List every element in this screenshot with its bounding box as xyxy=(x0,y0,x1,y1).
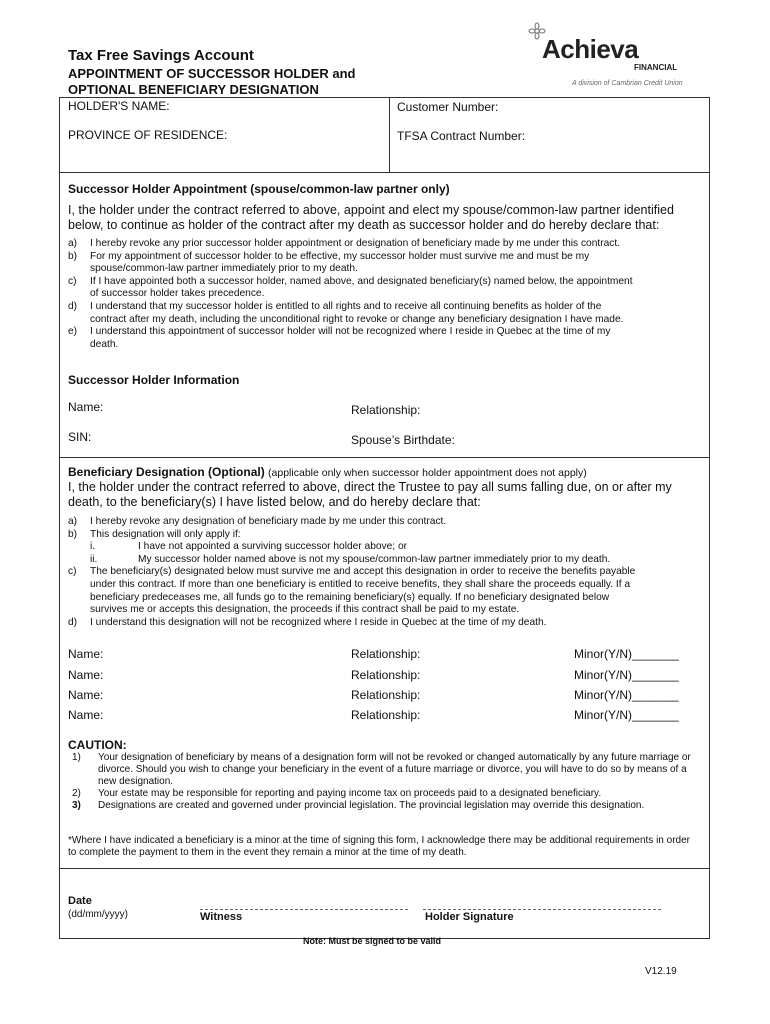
list-item: a) I hereby revoke any designation of beneficiary made by me under this contract. xyxy=(68,516,447,527)
date-label: Date xyxy=(68,895,92,907)
minor-note-line2: to complete the payment to them in the event they remain a minor at the time of my death. xyxy=(68,847,467,858)
successor-declarations xyxy=(68,238,700,351)
holder-divider xyxy=(389,97,390,172)
list-item: c) The beneficiary(s) designated below must survive me and accept this designation in order to receive the benefits payable under this contract. If more than one beneficiary is entitled to receive benefits, they shall share the proceeds equally. If a beneficiary predeceases me, all funds go to the remaining beneficiary(s) equally. If no beneficiary designated below survives me or accepts this designation, the proceeds if this contract shall be paid to my estate. xyxy=(68,566,636,616)
logo-division: A division of Cambrian Credit Union xyxy=(572,80,683,87)
successor-intro-line1: I, the holder under the contract referred to above, appoint and elect my spouse/common-law partner identified xyxy=(68,203,674,217)
witness-label: Witness xyxy=(200,911,243,923)
spouse-birthdate-field[interactable]: Spouse’s Birthdate: xyxy=(351,433,455,447)
beneficiary-declarations xyxy=(68,516,702,629)
holder-signature-label: Holder Signature xyxy=(425,911,514,923)
version-number: V12.19 xyxy=(645,966,677,977)
witness-signature-line[interactable] xyxy=(200,909,408,910)
beneficiary-intro-line1: I, the holder under the contract referred to above, direct the Trustee to pay all sums falling due, on or after my xyxy=(68,480,672,494)
achieva-logo xyxy=(528,22,718,92)
beneficiary-1-minor-field[interactable]: Minor(Y/N)_______ xyxy=(574,647,679,661)
beneficiary-3-relationship-field[interactable]: Relationship: xyxy=(351,688,421,702)
caution-section-border xyxy=(59,868,710,869)
tfsa-contract-number-field[interactable]: TFSA Contract Number: xyxy=(397,129,526,143)
beneficiary-section-heading xyxy=(68,465,587,479)
beneficiary-4-relationship-field[interactable]: Relationship: xyxy=(351,708,421,722)
form-subtitle-line2: OPTIONAL BENEFICIARY DESIGNATION xyxy=(68,82,319,97)
beneficiary-2-relationship-field[interactable]: Relationship: xyxy=(351,668,421,682)
customer-number-field[interactable]: Customer Number: xyxy=(397,100,499,114)
successor-section-title: Successor Holder Appointment (spouse/common-law partner only) xyxy=(68,182,450,196)
beneficiary-section-note: (applicable only when successor holder appointment does not apply) xyxy=(268,467,587,479)
beneficiary-4-name-field[interactable]: Name: xyxy=(68,708,104,722)
list-item: ii. My successor holder named above is not my spouse/common-law partner immediately prior to my death. xyxy=(90,553,611,565)
province-of-residence-field[interactable]: PROVINCE OF RESIDENCE: xyxy=(68,128,228,142)
logo-name: Achieva xyxy=(542,34,639,64)
successor-section-border xyxy=(59,457,710,458)
list-item: 3) Designations are created and governed under provincial legislation. The provincial legislation may override this designation. xyxy=(72,800,645,811)
caution-title: CAUTION: xyxy=(68,738,127,752)
signature-note: Note: Must be signed to be valid xyxy=(303,936,442,946)
list-item: c) If I have appointed both a successor holder, named above, and designated beneficiary(s) named below, the appointment of successor holder takes precedence. xyxy=(68,275,633,300)
successor-intro-line2: below, to continue as holder of the contract after my death as successor holder and do hereby declare that: xyxy=(68,218,660,232)
list-item: i. I have not appointed a surviving successor holder above; or xyxy=(90,541,407,553)
list-item: d) I understand that my successor holder is entitled to all rights and to receive all continuing benefits as holder of the contract after my death, including the unconditional right to revoke or change any beneficiary designation I have made. xyxy=(68,300,624,325)
successor-sin-field[interactable]: SIN: xyxy=(68,430,92,444)
successor-relationship-field[interactable]: Relationship: xyxy=(351,403,421,417)
minor-note-line1: *Where I have indicated a beneficiary is a minor at the time of signing this form, I acknowledge there may be additional requirements in order xyxy=(68,835,690,846)
holder-name-field[interactable]: HOLDER'S NAME: xyxy=(68,99,170,113)
list-item: d) I understand this designation will not be recognized where I reside in Quebec at the time of my death. xyxy=(68,616,547,628)
beneficiary-section-title: Beneficiary Designation (Optional) xyxy=(68,465,265,479)
beneficiary-2-minor-field[interactable]: Minor(Y/N)_______ xyxy=(574,668,679,682)
list-item: b) For my appointment of successor holder to be effective, my successor holder must survive me and must be my spouse/common-law partner immediately prior to my death. xyxy=(68,250,590,275)
holder-section-border xyxy=(59,172,710,173)
list-item: 2) Your estate may be responsible for reporting and paying income tax on proceeds paid to a designated beneficiary. xyxy=(72,788,602,799)
logo-subtitle: FINANCIAL xyxy=(634,63,678,72)
list-item: a) I hereby revoke any prior successor holder appointment or designation of beneficiary made by me under this contract. xyxy=(68,238,621,249)
list-item: e) I understand this appointment of successor holder will not be recognized where I reside in Quebec at the time of my death. xyxy=(68,326,611,350)
frame-top-border xyxy=(59,97,710,98)
beneficiary-1-name-field[interactable]: Name: xyxy=(68,647,104,661)
beneficiary-2-name-field[interactable]: Name: xyxy=(68,668,104,682)
beneficiary-1-relationship-field[interactable]: Relationship: xyxy=(351,647,421,661)
caution-list xyxy=(72,752,702,812)
list-item: b) This designation will only apply if: xyxy=(68,528,241,540)
beneficiary-4-minor-field[interactable]: Minor(Y/N)_______ xyxy=(574,708,679,722)
beneficiary-3-name-field[interactable]: Name: xyxy=(68,688,104,702)
holder-signature-line[interactable] xyxy=(423,909,661,910)
beneficiary-intro-line2: death, to the beneficiary(s) I have listed below, and do hereby declare that: xyxy=(68,495,481,509)
beneficiary-3-minor-field[interactable]: Minor(Y/N)_______ xyxy=(574,688,679,702)
form-subtitle-line1: APPOINTMENT OF SUCCESSOR HOLDER and xyxy=(68,66,356,81)
list-item: 1) Your designation of beneficiary by means of a designation form will not be revoked or changed automatically by any future marriage or divorce. Should you wish to change your beneficiary in the event of a future marriage or divorce, you will have to do so by means of a new designation. xyxy=(72,752,691,787)
successor-info-title: Successor Holder Information xyxy=(68,373,240,387)
form-title: Tax Free Savings Account xyxy=(68,47,254,64)
successor-name-field[interactable]: Name: xyxy=(68,400,104,414)
date-format: (dd/mm/yyyy) xyxy=(68,909,128,920)
